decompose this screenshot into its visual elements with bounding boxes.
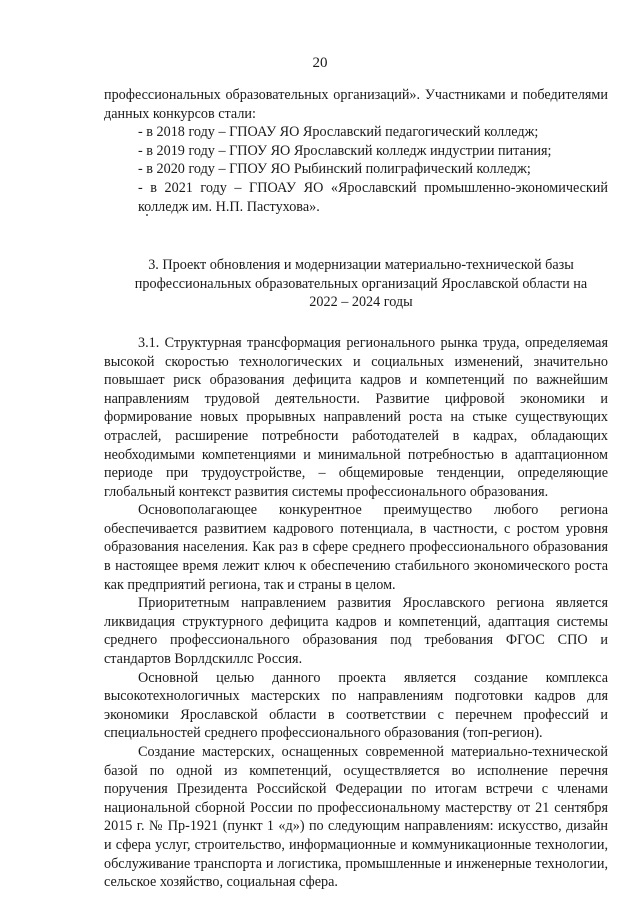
winners-list xyxy=(104,123,608,216)
winner-item-2021: - в 2021 году – ГПОАУ ЯО «Ярославский промышленно-экономический колледж им. Н.П. Пастухова». xyxy=(138,179,608,215)
section-heading xyxy=(104,256,608,312)
winner-item-2018: - в 2018 году – ГПОАУ ЯО Ярославский педагогический колледж; xyxy=(138,124,539,141)
section-heading-line-3: 2022 – 2024 годы xyxy=(309,294,413,311)
page-number: 20 xyxy=(312,55,328,71)
winner-item-2020: - в 2020 году – ГПОУ ЯО Рыбинский полиграфический колледж; xyxy=(138,161,531,178)
section-body xyxy=(104,334,608,892)
paragraph-competitive-advantage: Основополагающее конкурентное преимущество любого региона обеспечивается развитием кадрового потенциала, в частности, с ростом уровня образования населения. Как раз в сфере среднего профессионального образования в настоящее время лежит ключ к обеспечению стабильного экономического роста как предприятий региона, так и страны в целом. xyxy=(104,502,608,593)
paragraph-main-goal: Основной целью данного проекта является создание комплекса высокотехнологичных мастерских по направлениям подготовки кадров для экономики Ярославской области в соответствии с перечнем профессий и специальностей среднего профессионального образования (топ-регион). xyxy=(104,669,608,742)
paragraph-priority-direction: Приоритетным направлением развития Ярославского региона является ликвидация структурного дефицита кадров и компетенций, адаптация системы среднего профессионального образования под требования ФГОС СПО и стандартов Ворлдскиллс Россия. xyxy=(104,595,608,668)
section-heading-line-1: 3. Проект обновления и модернизации материально-технической базы xyxy=(148,257,574,274)
page-content xyxy=(104,86,608,892)
paragraph-3-1: 3.1. Структурная трансформация регионального рынка труда, определяемая высокой скоростью технологических и социальных изменений, значительно повышает риск образования дефицита кадров и компетенций по важнейшим направлениям трудовой деятельности. Развитие цифровой экономики и формирование новых прорывных направлений роста на стыке существующих отраслей, расширение потребности работодателей в кадрах, обладающих необходимыми компетенциями и минимальной потребностью в адаптационном периоде при трудоустройстве, – общемировые тенденции, определяющие глобальный контекст развития системы профессионального образования. xyxy=(104,334,608,500)
paragraph-workshops: Создание мастерских, оснащенных современной материально-технической базой по одной из компетенций, осуществляется во исполнение перечня поручения Президента Российской Федерации по итогам встречи с членами национальной сборной России по профессиональному мастерству от 21 сентября 2015 г. № Пр-1921 (пункт 1 «д») по следующим направлениям: искусство, дизайн и сфера услуг, строительство, информационные и коммуникационные технологии, обслуживание транспорта и логистика, промышленные и инженерные технологии, сельское хозяйство, социальная сфера. xyxy=(104,744,608,891)
section-heading-line-2: профессиональных образовательных организаций Ярославской области на xyxy=(134,275,588,292)
intro-paragraph: профессиональных образовательных организаций». Участниками и победителями данных конкурсов стали: xyxy=(104,87,608,122)
winner-item-2019: - в 2019 году – ГПОУ ЯО Ярославский колледж индустрии питания; xyxy=(138,142,552,159)
